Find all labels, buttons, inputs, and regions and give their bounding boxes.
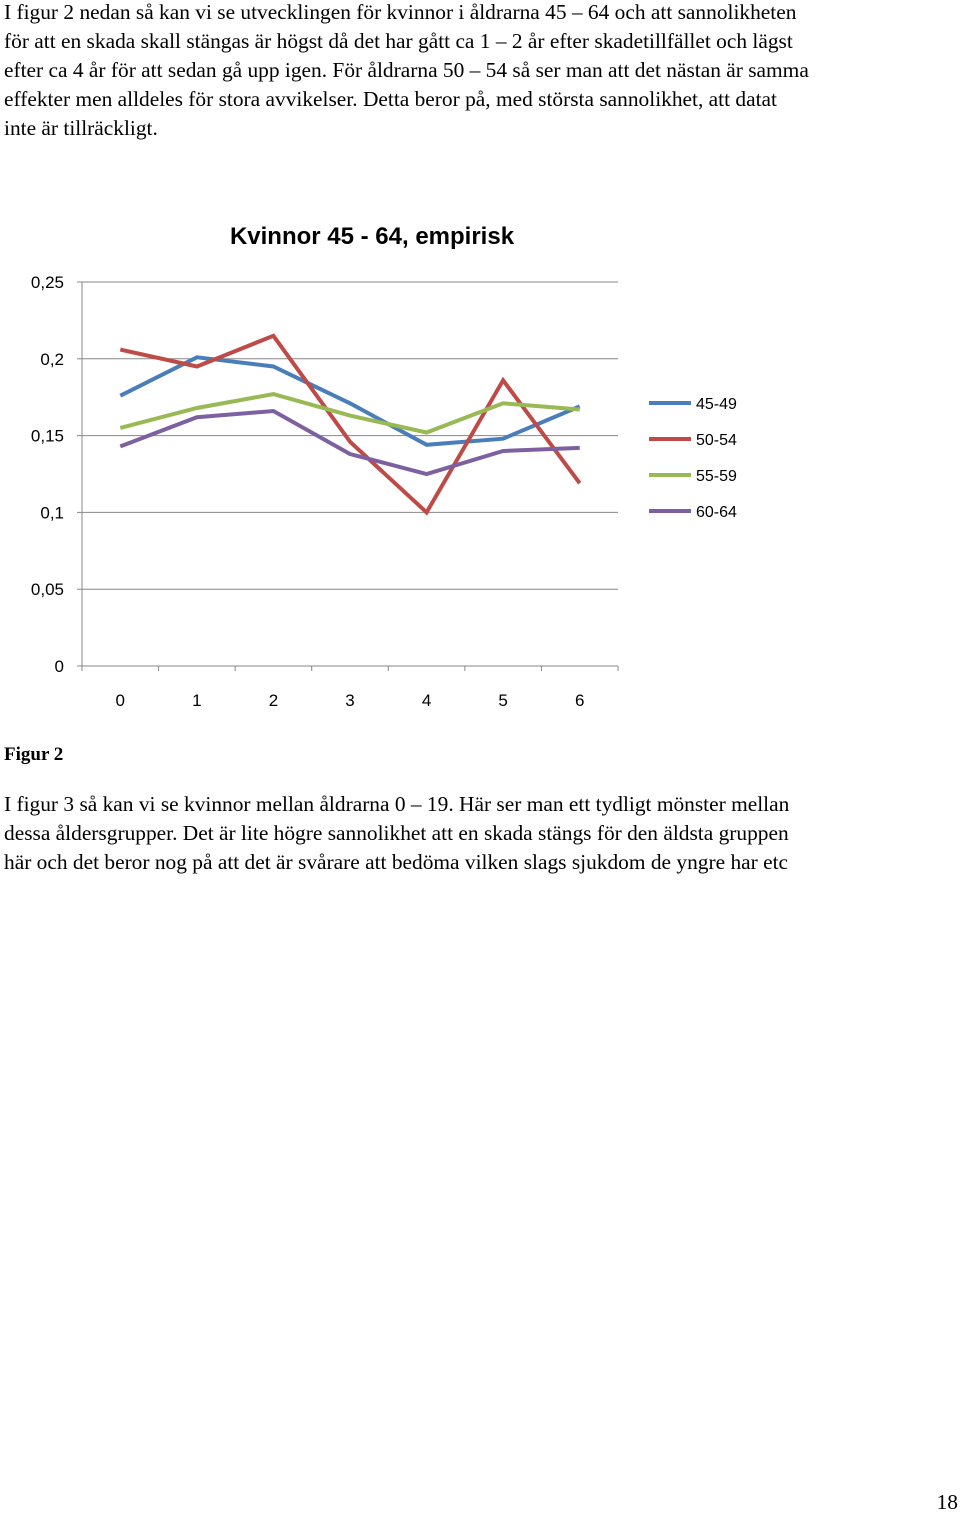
series-line-45-49 xyxy=(120,357,579,445)
text-line: I figur 2 nedan så kan vi se utvecklingen för kvinnor i åldrarna 45 – 64 och att sannolikheten xyxy=(4,0,797,24)
text-line: efter ca 4 år för att sedan gå upp igen. För åldrarna 50 – 54 så ser man att det nästan är samma xyxy=(4,58,809,82)
x-tick-label: 2 xyxy=(268,691,279,710)
y-tick-label: 0,1 xyxy=(40,503,64,523)
intro-paragraph xyxy=(4,0,960,143)
text-line: dessa åldersgrupper. Det är lite högre sannolikhet att en skada stängs för den äldsta gruppen xyxy=(4,821,789,845)
line-chart xyxy=(0,200,960,720)
figure-caption: Figur 2 xyxy=(4,744,64,765)
series-line-55-59 xyxy=(120,394,579,432)
chart-gridlines xyxy=(82,282,618,666)
y-tick-label: 0 xyxy=(54,657,64,676)
chart-series xyxy=(120,336,579,513)
y-tick-label: 0,15 xyxy=(30,426,64,446)
x-tick-label: 6 xyxy=(574,691,585,710)
legend-label: 45-49 xyxy=(696,396,737,413)
x-tick-label: 3 xyxy=(345,691,355,710)
text-line: för att en skada skall stängas är högst då det har gått ca 1 – 2 år efter skadetillfället och lägst xyxy=(4,29,793,53)
y-tick-label: 0,25 xyxy=(30,273,64,292)
y-tick-label: 0,2 xyxy=(40,349,64,369)
x-axis xyxy=(82,666,618,710)
text-line: I figur 3 så kan vi se kvinnor mellan åldrarna 0 – 19. Här ser man ett tydligt mönster mellan xyxy=(4,792,790,816)
following-paragraph xyxy=(4,790,960,877)
text-line: inte är tillräckligt. xyxy=(4,116,158,140)
text-line: här och det beror nog på att det är svårare att bedöma vilken slags sjukdom de yngre har etc xyxy=(4,850,789,874)
legend-label: 60-64 xyxy=(696,504,737,521)
legend-label: 55-59 xyxy=(696,468,737,485)
chart-legend xyxy=(649,396,737,521)
legend-label: 50-54 xyxy=(696,432,737,449)
y-tick-label: 0,05 xyxy=(30,580,64,600)
text-line: effekter men alldeles för stora avvikelser. Detta beror på, med största sannolikhet, att datat xyxy=(4,87,777,111)
chart-title: Kvinnor 45 - 64, empirisk xyxy=(229,223,515,250)
x-tick-label: 4 xyxy=(421,691,432,710)
x-tick-label: 1 xyxy=(192,691,202,710)
page-number: 18 xyxy=(936,1490,958,1514)
y-axis xyxy=(31,273,82,676)
x-tick-label: 5 xyxy=(498,691,508,710)
x-tick-label: 0 xyxy=(115,691,126,710)
